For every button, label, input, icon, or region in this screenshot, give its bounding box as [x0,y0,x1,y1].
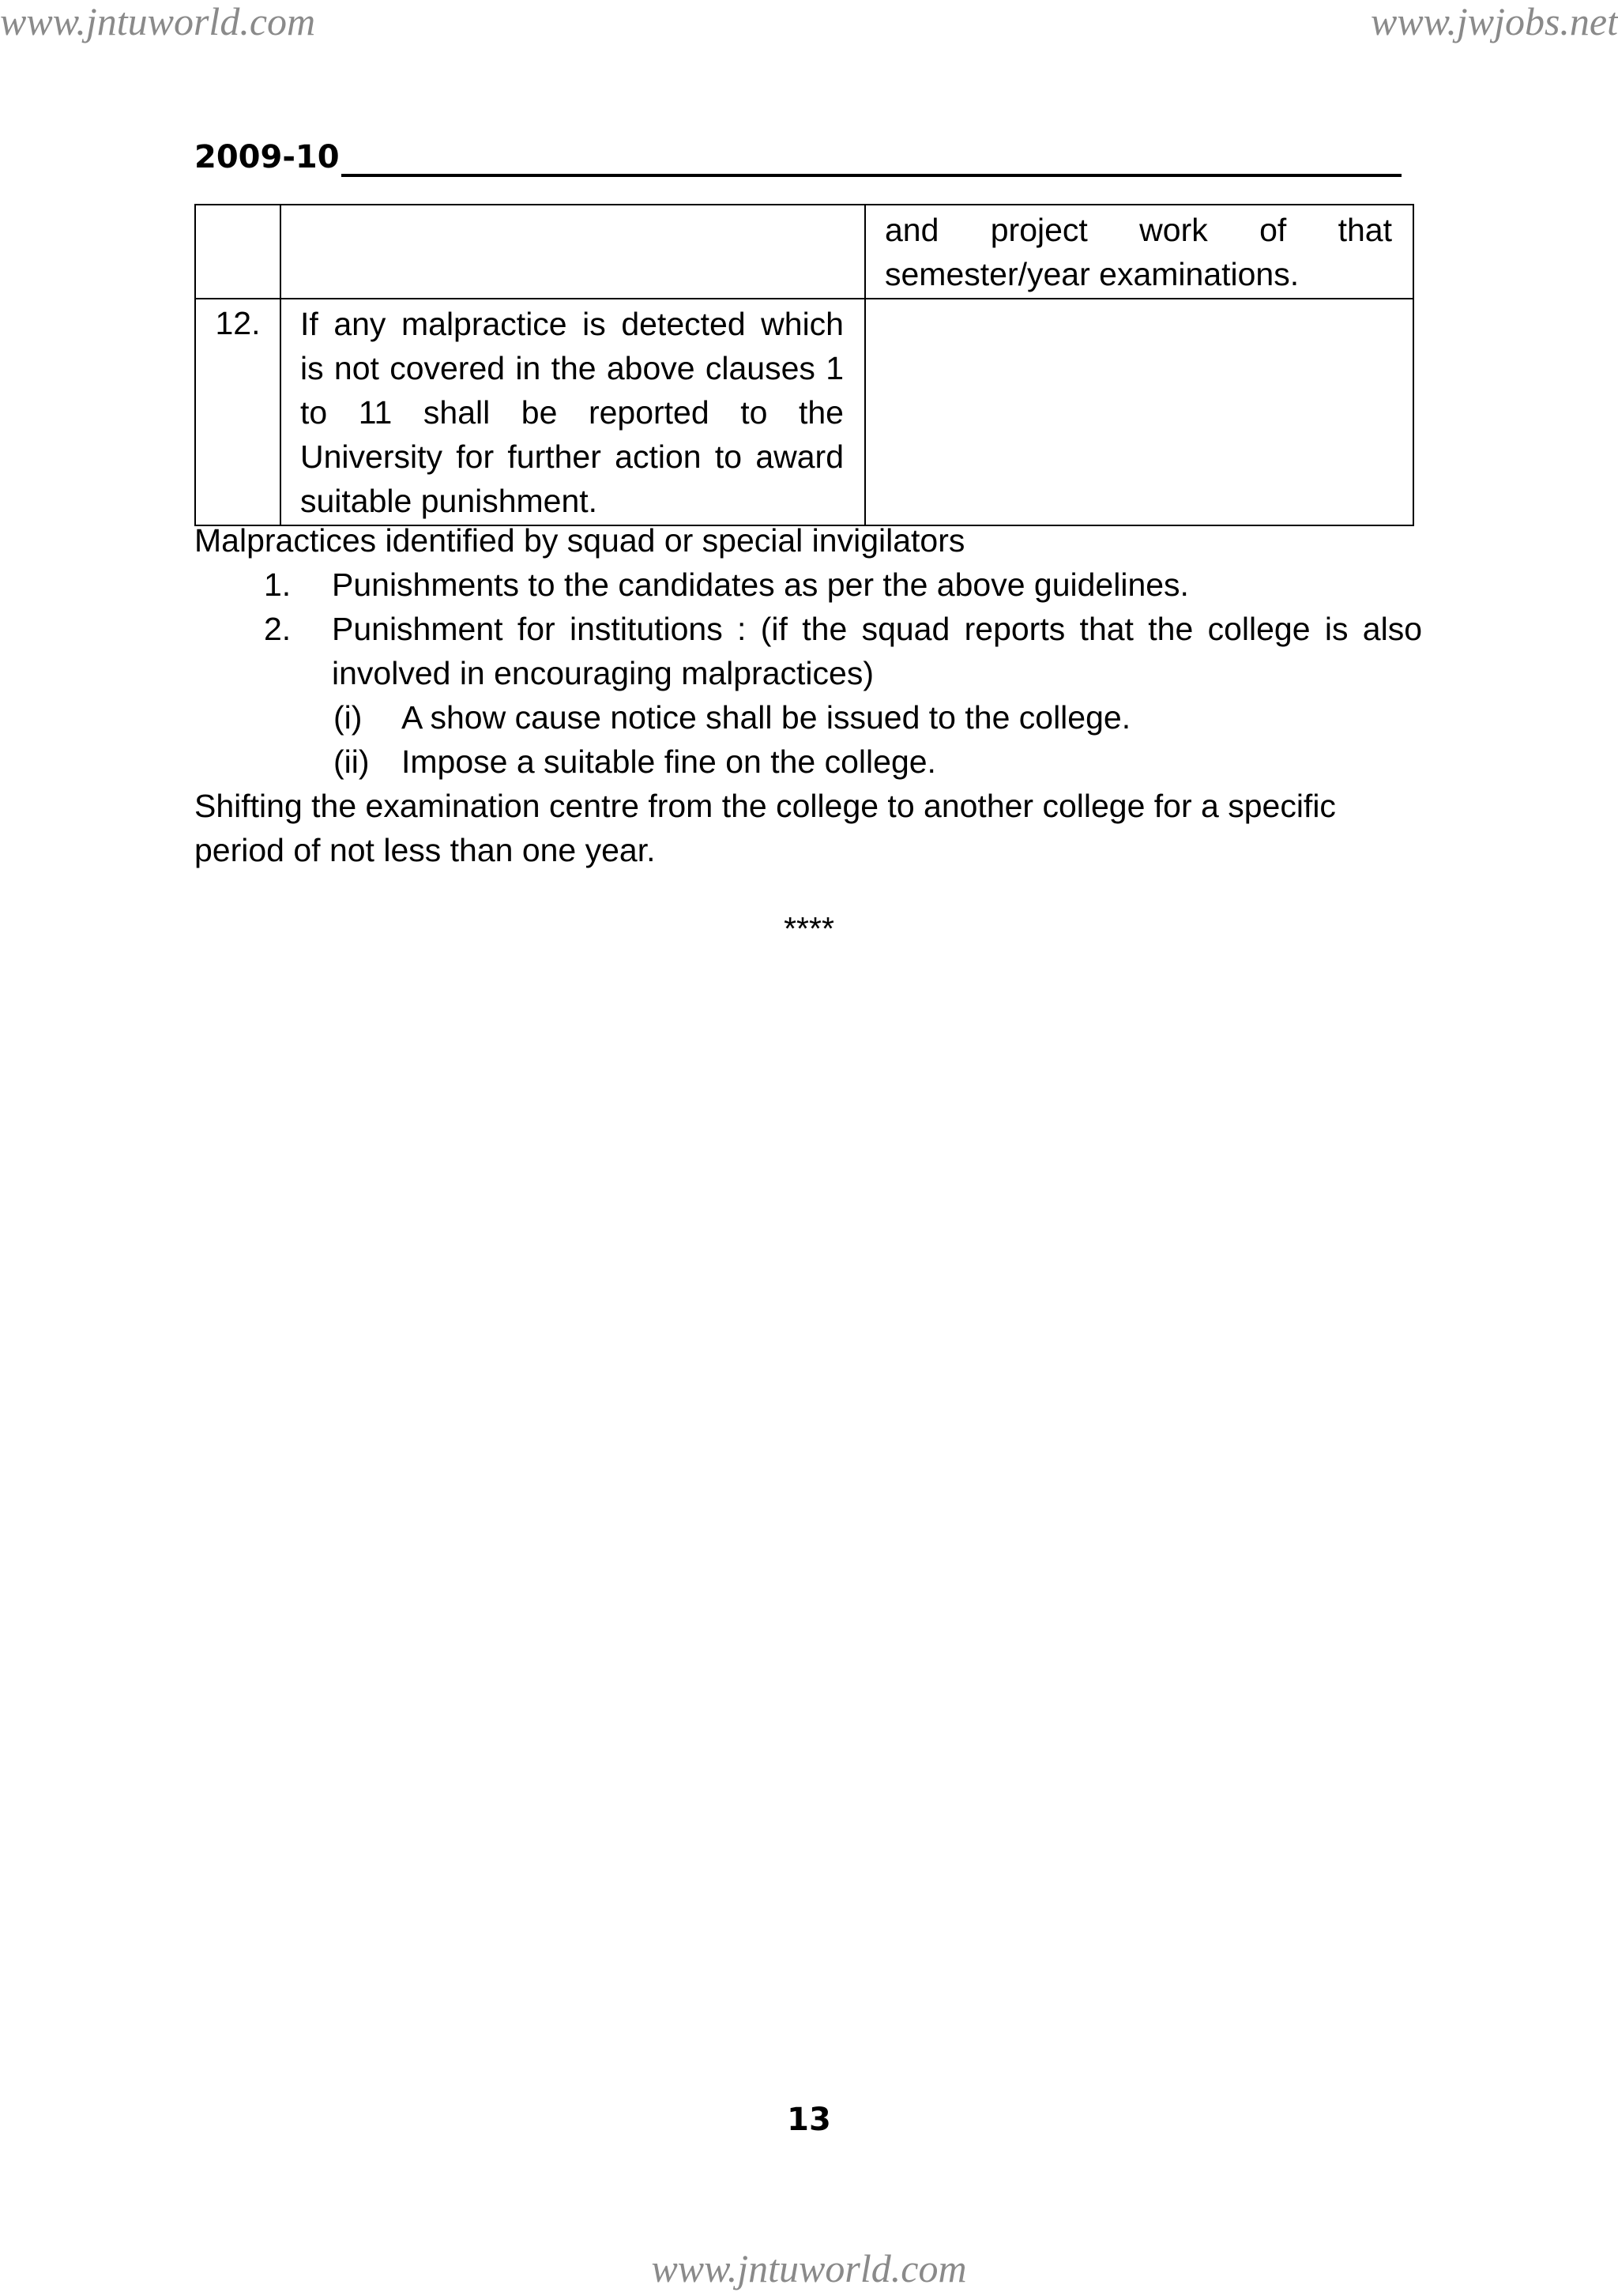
page-number: 13 [787,2102,831,2138]
punishment-cell [865,299,1413,525]
malpractice-table [194,204,1414,526]
list-item-text: Punishments to the candidates as per the above guidelines. [332,566,1189,603]
sub-item-number: (ii) [333,743,370,780]
list-item-number: 2. [264,611,292,647]
closing-paragraph: Shifting the examination centre from the college to another college for a specific period of not less than one year. [194,788,1336,868]
squad-heading: Malpractices identified by squad or special invigilators [194,522,965,559]
sub-item-text: Impose a suitable fine on the college. [401,743,936,780]
watermark-top-right: www.jwjobs.net [1370,0,1618,43]
header-rule [341,174,1402,177]
watermark-bottom: www.jntuworld.com [651,2246,967,2290]
section-separator: **** [784,910,834,947]
offence-cell [280,205,865,299]
row-number [195,205,280,299]
list-item-number: 1. [264,566,292,603]
sub-item-number: (i) [333,699,363,736]
row-number: 12. [195,299,280,525]
punishment-cell: and project work of that semester/year examinations. [865,205,1413,299]
watermark-top-left: www.jntuworld.com [0,0,316,43]
list-item-text: Punishment for institutions : (if the squad reports that the college is also involved in encouraging malpractices) [332,611,1422,691]
table-row [195,205,1413,299]
sub-item-text: A show cause notice shall be issued to the college. [401,699,1131,736]
offence-cell: If any malpractice is detected which is not covered in the above clauses 1 to 11 shall be reported to the University for further action to award suitable punishment. [280,299,865,525]
table-row [195,299,1413,525]
document-year: 2009-10 [194,139,340,175]
